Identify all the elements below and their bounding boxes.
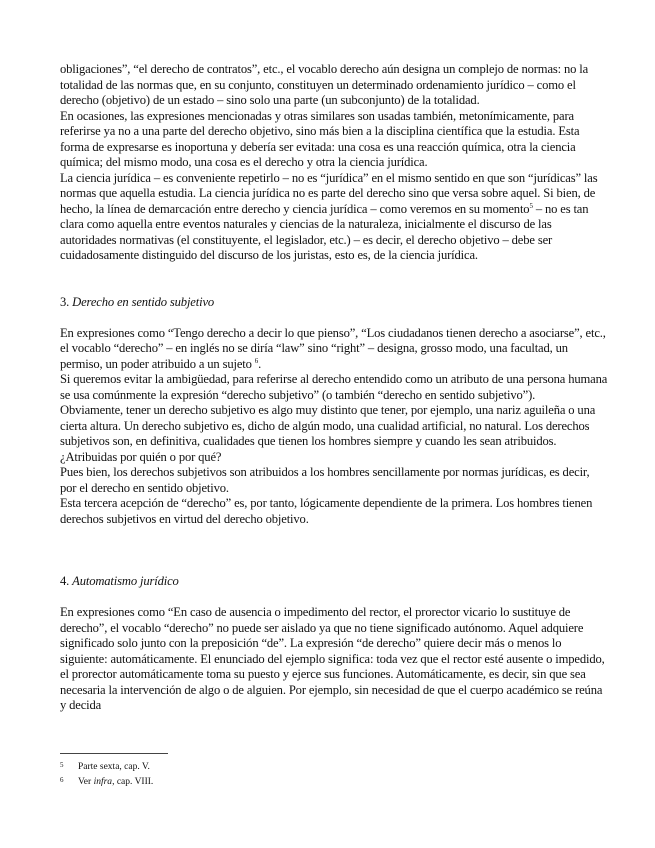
paragraph [60,171,608,264]
paragraph [60,326,608,373]
footnote-text [78,775,153,790]
footnote-number: 5 [60,761,64,769]
footnote-text: Parte sexta, cap. V. [78,762,150,772]
footnote [60,760,608,775]
paragraph-text: La ciencia jurídica – es conveniente repetirlo – no es “jurídica” en el mismo sentido en que son “jurídicas” las normas que aquella estudia. La ciencia jurídica no es parte del derecho sino que versa sobre aquel. Si bien, de hecho, la línea de demarcación entre derecho y ciencia jurídica – como veremos en su momento [60,170,598,216]
section-heading [60,295,608,311]
footnote-ref[interactable]: 6 [254,356,259,365]
footnote [60,775,608,790]
paragraph: En ocasiones, las expresiones mencionadas y otras similares son usadas también, metonímicamente, para referirse ya no a una parte del derecho objetivo, sino más bien a la disciplina científica que la estudia. Esta forma de expresarse es inoportuna y debería ser evitada: una cosa es una reacción química, otra la ciencia química; del mismo modo, una cosa es el derecho y otra la ciencia jurídica. [60,108,580,169]
footnote-italic: infra [93,777,113,787]
footnotes [60,760,608,790]
paragraph: Pues bien, los derechos subjetivos son atribuidos a los hombres sencillamente por normas jurídicas, es decir, por el derecho en sentido objetivo. [60,465,590,495]
footnote-separator [60,753,168,754]
section-number: 3. [60,294,70,309]
section-title: Automatismo jurídico [72,574,179,588]
section-title: Derecho en sentido subjetivo [72,294,215,309]
paragraph: Si queremos evitar la ambigüedad, para referirse al derecho entendido como un atributo de una persona humana se usa comúnmente la expresión “derecho subjetivo” (o también “derecho en sentido subjetivo”). [60,372,608,402]
body-text [60,62,608,714]
paragraph-text: – no es tan clara como aquella entre eventos naturales y ciencias de la naturaleza, inicialmente el discurso de las autoridades normativas (el constituyente, el legislador, etc.) – es decir, el derecho objetivo – debe ser cuidadosamente distinguido del discurso de los juristas, esto es, de la ciencia jurídica. [60,201,589,262]
paragraph-text: . [258,356,262,371]
section-number: 4. [60,574,70,588]
paragraph-text: En expresiones como “Tengo derecho a decir lo que pienso”, “Los ciudadanos tienen derecho a asociarse”, etc., el vocablo “derecho” – en inglés no se diría “law” sino “right” – designa, grosso modo, una facultad, un permiso, un poder atribuido a un sujeto [60,325,606,371]
footnote-suffix: , cap. VIII. [112,777,154,787]
paragraph: En expresiones como “En caso de ausencia o impedimento del rector, el prorector vicario lo sustituye de derecho”, el vocablo “derecho” no puede ser aislado ya que no tiene significado autónomo. Aquel adquiere significado solo junto con la preposición “de”. La expresión “de derecho” quiere decir más o menos lo siguiente: automáticamente. El enunciado del ejemplo significa: toda vez que el rector esté ausente o impedido, el prorector automáticamente toma su puesto y ejerce sus funciones. Automáticamente, es decir, sin que sea necesaria la intervención de algo o de alguien. Por ejemplo, sin necesidad de que el cuerpo académico se reúna y decida [60,605,605,712]
paragraph: Obviamente, tener un derecho subjetivo es algo muy distinto que tener, por ejemplo, una nariz aguileña o una cierta altura. Un derecho subjetivo es, dicho de algún modo, una cualidad artificial, no natural. Los derechos subjetivos son, en definitiva, cualidades que tienen los hombres siempre y cuando les sean atribuidos. ¿Atribuidas por quién o por qué? [60,403,596,464]
section-heading [60,574,608,590]
footnote-prefix: Ver [78,777,94,787]
footnote-number: 6 [60,776,64,784]
paragraph: obligaciones”, “el derecho de contratos”, etc., el vocablo derecho aún designa un complejo de normas: no la totalidad de las normas que, en su conjunto, constituyen un determinado ordenamiento jurídico – como el derecho (objetivo) de un estado – sino solo una parte (un subconjunto) de la totalidad. [60,62,589,107]
footnote-ref[interactable]: 5 [529,201,533,210]
paragraph: Esta tercera acepción de “derecho” es, por tanto, lógicamente dependiente de la primera. Los hombres tienen derechos subjetivos en virtud del derecho objetivo. [60,496,593,526]
